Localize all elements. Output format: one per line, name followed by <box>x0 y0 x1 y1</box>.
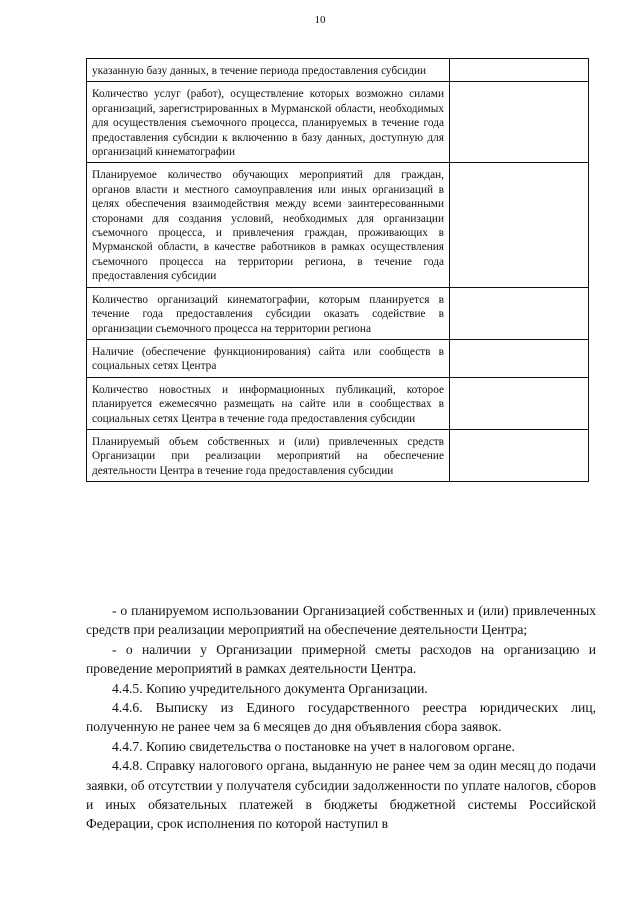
indicators-table <box>86 58 589 482</box>
table-cell-indicator: Количество новостных и информационных публикаций, которое планируется ежемесячно размещать на сайте или в сообществах в социальных сетях Центра в течение года предоставления субсидии <box>87 377 450 429</box>
table-cell-indicator: указанную базу данных, в течение периода предоставления субсидии <box>87 59 450 82</box>
table-cell-indicator: Количество организаций кинематографии, которым планируется в течение года предоставления субсидии оказать содействие в организации съемочного процесса на территории региона <box>87 287 450 339</box>
table-row <box>87 59 589 82</box>
table-cell-value <box>450 287 589 339</box>
paragraph: 4.4.5. Копию учредительного документа Организации. <box>112 680 428 696</box>
table-row <box>87 82 589 163</box>
paragraph: 4.4.6. Выписку из Единого государственного реестра юридических лиц, полученную не ранее чем за 6 месяцев до дня объявления сбора заявок. <box>86 700 596 735</box>
table-cell-indicator: Количество услуг (работ), осуществление которых возможно силами организаций, зарегистрированных в Мурманской области, необходимых для осуществления съемочного процесса, планируемых в течение года предоставления субсидии к включению в базу данных, доступную для организаций кинематографии <box>87 82 450 163</box>
paragraph: - о наличии у Организации примерной сметы расходов на организацию и проведение мероприятий в рамках деятельности Центра. <box>86 641 596 677</box>
table-cell-value <box>450 163 589 287</box>
table-cell-value <box>450 339 589 377</box>
table-row <box>87 339 589 377</box>
table-row <box>87 287 589 339</box>
table-cell-value <box>450 82 589 163</box>
table-row <box>87 163 589 287</box>
paragraph: 4.4.8. Справку налогового органа, выданную не ранее чем за один месяц до подачи заявки, об отсутствии у получателя субсидии задолженности по уплате налогов, сборов и иных обязательных платежей в бюджеты бюджетной системы Российской Федерации, срок исполнения по которой наступил в <box>86 758 596 832</box>
table-cell-value <box>450 377 589 429</box>
table-row <box>87 429 589 481</box>
paragraph: 4.4.7. Копию свидетельства о постановке на учет в налоговом органе. <box>112 738 515 754</box>
table-row <box>87 377 589 429</box>
table-cell-indicator: Планируемый объем собственных и (или) привлеченных средств Организации при реализации мероприятий на обеспечение деятельности Центра в течение года предоставления субсидии <box>87 429 450 481</box>
table-cell-value <box>450 59 589 82</box>
table-cell-indicator: Планируемое количество обучающих мероприятий для граждан, органов власти и местного самоуправления или иных организаций в целях обеспечения взаимодействия между всеми заинтересованными сторонами для создания условий, необходимых для организации съемочного процесса, и привлечения граждан, проживающих в Мурманской области, в качестве работников в рамках осуществления съемочного процесса на территории региона, в течение года предоставления субсидии <box>87 163 450 287</box>
table-cell-indicator: Наличие (обеспечение функционирования) сайта или сообществ в социальных сетях Центра <box>87 339 450 377</box>
document-body <box>86 601 596 834</box>
page-number: 10 <box>314 14 326 26</box>
paragraph: - о планируемом использовании Организацией собственных и (или) привлеченных средств при реализации мероприятий на обеспечение деятельности Центра; <box>86 603 596 638</box>
table-cell-value <box>450 429 589 481</box>
